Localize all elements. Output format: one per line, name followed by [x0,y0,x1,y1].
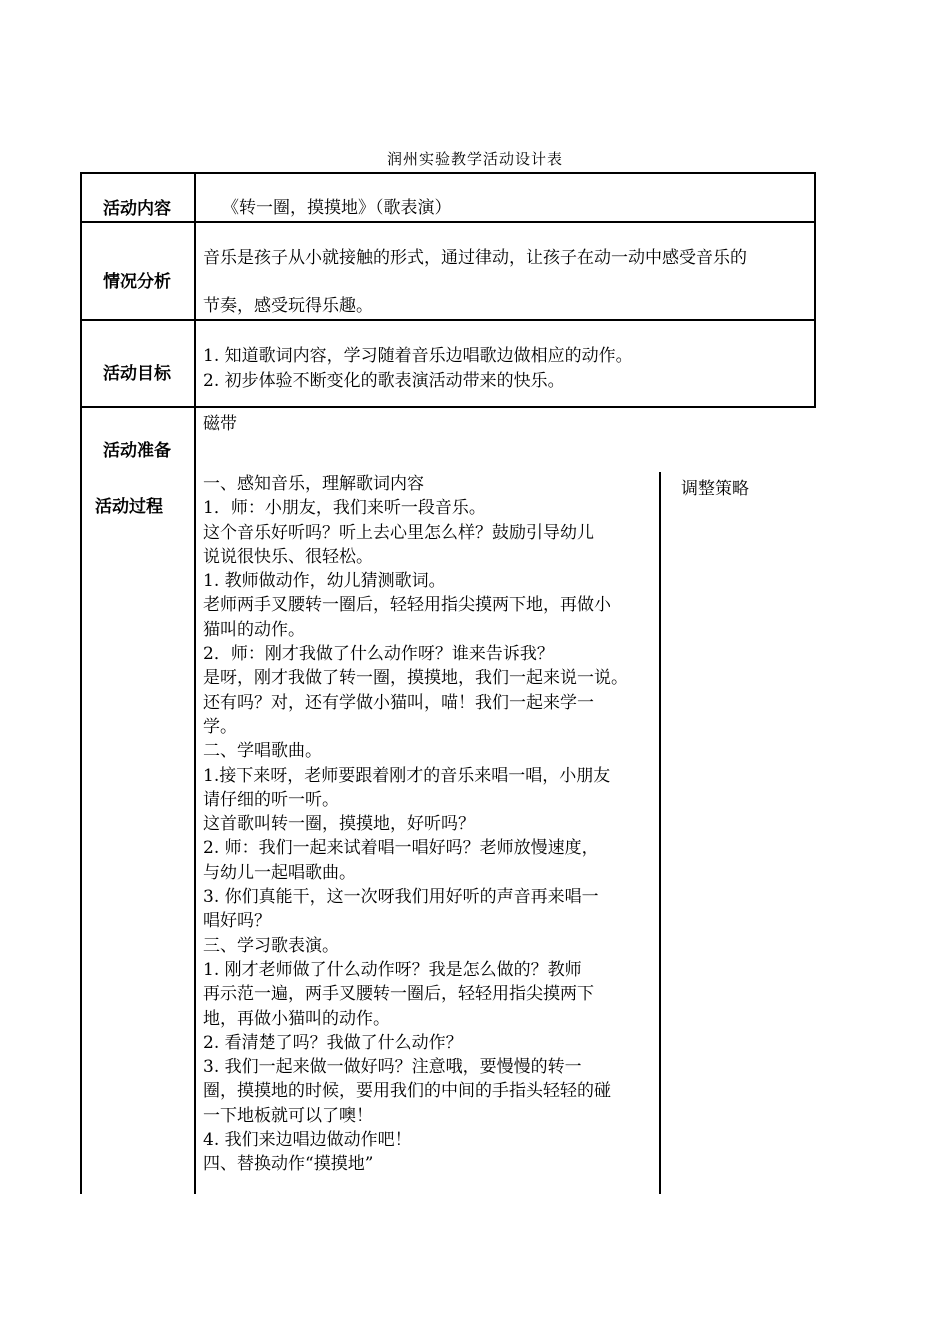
strategy-column-divider [659,472,661,1194]
label-activity-content: 活动内容 [103,199,171,219]
process-line: 圈，摸摸地的时候，要用我们的中间的手指头轻轻的碰 [203,1081,611,1102]
process-line: 这首歌叫转一圈，摸摸地，好听吗？ [203,814,475,835]
process-line: 再示范一遍，两手叉腰转一圈后，轻轻用指尖摸两下 [203,984,594,1005]
label-activity-process: 活动过程 [95,497,163,517]
table-border-left [80,172,82,1194]
process-line: 1.接下来呀，老师要跟着刚才的音乐来唱一唱，小朋友 [203,765,611,786]
label-activity-preparation: 活动准备 [103,441,171,461]
process-line: 与幼儿一起唱歌曲。 [203,862,356,883]
activity-process-content [203,472,655,1177]
table-border-top [80,172,816,174]
label-situation-analysis: 情况分析 [103,272,171,292]
process-line: 1. 刚才老师做了什么动作呀？我是怎么做的？教师 [203,959,582,980]
process-line: 二、学唱歌曲。 [203,741,322,762]
activity-preparation-text: 磁带 [203,414,237,434]
activity-goal-line: 2. 初步体验不断变化的歌表演活动带来的快乐。 [203,371,565,391]
row-divider [80,406,816,408]
process-line: 猫叫的动作。 [203,619,305,640]
activity-content-text: 《转一圈，摸摸地》（歌表演） [222,198,452,218]
process-line: 1. 教师做动作，幼儿猜测歌词。 [203,571,446,592]
process-line: 4. 我们来边唱边做动作吧！ [203,1130,412,1151]
situation-analysis-line: 节奏，感受玩得乐趣。 [203,296,373,316]
process-line: 四、替换动作“摸摸地” [203,1154,374,1175]
process-line: 是呀，刚才我做了转一圈，摸摸地，我们一起来说一说。 [203,668,628,689]
process-line: 2. 师：我们一起来试着唱一唱好吗？老师放慢速度， [203,838,599,859]
row-divider [80,319,816,321]
situation-analysis-line: 音乐是孩子从小就接触的形式，通过律动，让孩子在动一动中感受音乐的 [203,248,747,268]
label-activity-goals: 活动目标 [103,364,171,384]
strategy-header: 调整策略 [681,479,749,499]
process-line: 唱好吗？ [203,911,271,932]
process-line: 这个音乐好听吗？听上去心里怎么样？鼓励引导幼儿 [203,522,594,543]
process-line: 老师两手叉腰转一圈后，轻轻用指尖摸两下地，再做小 [203,595,611,616]
process-line: 一下地板就可以了噢！ [203,1105,373,1126]
process-line: 3. 我们一起来做一做好吗？注意哦，要慢慢的转一 [203,1057,582,1078]
document-title: 润州实验教学活动设计表 [386,150,563,168]
process-line: 一、感知音乐，理解歌词内容 [203,474,424,494]
process-line: 还有吗？对，还有学做小猫叫，喵！我们一起来学一 [203,692,594,713]
table-border-right [814,172,816,408]
process-line: 三、学习歌表演。 [203,935,339,956]
process-line: 请仔细的听一听。 [203,789,339,810]
activity-goal-line: 1. 知道歌词内容，学习随着音乐边唱歌边做相应的动作。 [203,346,633,366]
process-line: 1．师：小朋友，我们来听一段音乐。 [203,498,486,519]
process-line: 2. 看清楚了吗？我做了什么动作？ [203,1032,463,1053]
column-divider [194,172,196,1194]
row-divider [80,221,816,223]
process-line: 说说很快乐、很轻松。 [203,546,373,567]
process-line: 地，再做小猫叫的动作。 [203,1008,390,1029]
process-line: 学。 [203,716,237,737]
process-line: 2．师：刚才我做了什么动作呀？谁来告诉我？ [203,644,554,665]
process-line: 3. 你们真能干，这一次呀我们用好听的声音再来唱一 [203,887,599,908]
